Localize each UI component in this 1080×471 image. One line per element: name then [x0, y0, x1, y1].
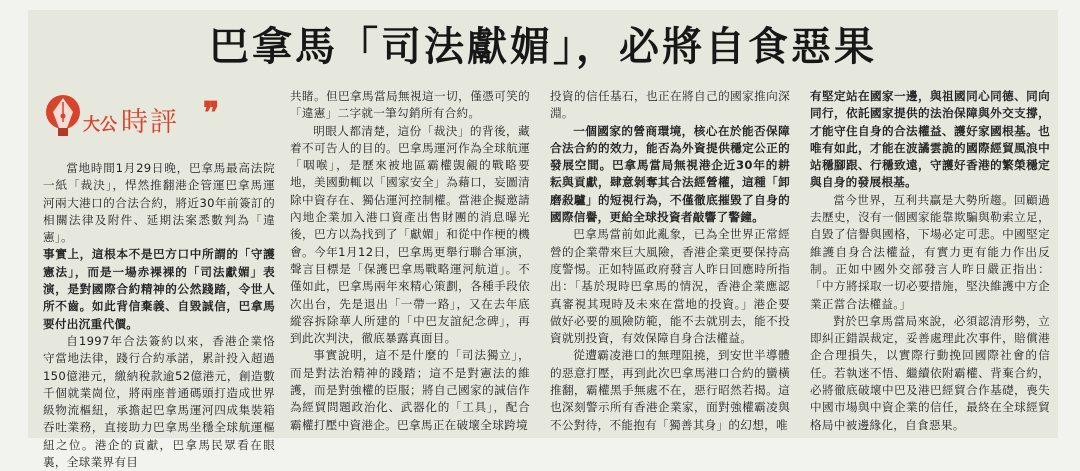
- headline: 巴拿馬「司法獻媚」，必將自食惡果: [209, 23, 877, 70]
- paragraph: 有堅定站在國家一邊，與祖國同心同德、同向同行，依託國家提供的法治保障與外交支撐，才能守住自身的合法權益、護好家國根基。也唯有如此，才能在波譎雲詭的國際經貿風浪中站穩腳跟、行穩致遠，守護好香港的繁榮穩定與自身的發展根基。: [810, 89, 1050, 190]
- article-column-3: [550, 88, 790, 434]
- fountain-pen-icon: [43, 94, 83, 142]
- paragraph: 從遭霸凌港口的無理阻撓，到安世半導體的惡意打壓，再到此次巴拿馬港口合約的蠻橫推翻，霸權黑手無處不在，惡行昭然若揭。這也深刻警示所有香港企業家，面對強權霸凌與不公對待，不能抱有「獨善其身」的幻想，唯: [550, 348, 790, 432]
- paragraph: 當地時間1月29日晚，巴拿馬最高法院一紙「裁決」，悍然推翻港企管運巴拿馬運河兩大港口的合法合約，將近30年前簽訂的相關法律及附件、延期法案悉數判為「違憲」。: [43, 161, 275, 245]
- paragraph: 自1997年合法簽約以來，香港企業恪守當地法律，踐行合約承諾，累計投入超過150億港元，繳納稅款逾52億港元，創造數千個就業崗位，將兩座普通碼頭打造成世界級物流樞紐，承擔起巴拿馬運河四成集裝箱吞吐業務，直接助力巴拿馬坐穩全球航運樞紐之位。港企的貢獻，巴拿馬民眾看在眼裏，全球業界有目: [43, 333, 275, 470]
- paragraph: 事實上，這根本不是巴方口中所謂的「守護憲法」，而是一場赤裸裸的「司法獻媚」表演，是對國際合約精神的公然踐踏，令世人所不齒。如此背信棄義、自毀誠信，巴拿馬要付出沉重代價。: [43, 247, 275, 331]
- column-logo: [43, 94, 263, 144]
- paragraph: 一個國家的營商環境，核心在於能否保障合法合約的效力，能否為外資提供穩定公正的發展空間。巴拿馬當局無視港企近30年的耕耘與貢獻，肆意剝奪其合法經營權，這種「卸磨殺驢」的短視行為，不僅徹底摧毀了自身的國際信譽，更給全球投資者敲響了警鐘。: [550, 123, 790, 225]
- article-column-2: [290, 88, 530, 434]
- paragraph: 當今世界，互利共贏是大勢所趨。回顧過去歷史，沒有一個國家能靠欺騙與勒索立足，自毀了信譽與國格，下場必定可悲。中國堅定維護自身合法權益，有實力更有能力作出反制。正如中國外交部發言人昨日嚴正指出：「中方將採取一切必要措施，堅決維護中方企業正當合法權益。」: [810, 192, 1050, 311]
- paragraph: 事實說明，這不是什麼的「司法獨立」，而是對法治精神的踐踏；這不是對憲法的維護，而是對強權的臣服；將自己國家的誠信作為經貿問題政治化、武器化的「工具」，配合霸權打壓中資港企。巴拿馬正在破壞全球跨境: [290, 348, 530, 432]
- article-column-1: [43, 160, 275, 471]
- paragraph: 共睹。但巴拿馬當局無視這一切，僅憑可笑的「違憲」二字就一筆勾銷所有合約。: [290, 89, 530, 121]
- column-title: 時評: [121, 107, 179, 138]
- paragraph: 巴拿馬當前如此亂象，已為全世界正常經營的企業帶來巨大風險，香港企業更要保持高度警惕。正如特區政府發言人昨日回應時所指出：「基於現時巴拿馬的情況，香港企業應認真審視其現時及未來在當地的投資。」港企要做好必要的風險防範，能不去就別去，能不投資就別投資，有效保障自身合法權益。: [550, 227, 790, 346]
- paragraph: 投資的信任基石，也正在將自己的國家推向深淵。: [550, 89, 790, 121]
- paragraph: 明眼人都清楚，這份「裁決」的背後，藏着不可告人的目的。巴拿馬運河作為全球航運「咽喉」，是歷來被地區霸權覬覦的戰略要地，美國動輒以「國家安全」為藉口，妄圖清除中資存在、獨佔運河控制權。當港企擬邀請內地企業加入港口資產出售財團的消息曝光後，巴方以為找到了「獻媚」和從中作梗的機會。今年1月12日，巴拿馬更舉行聯合軍演，聲言目標是「保護巴拿馬戰略運河航道」。不僅如此，巴拿馬兩年來精心策劃，各種手段依次出台，先是退出「一帶一路」，又在去年底縱容拆除華人所建的「中巴友誼紀念碑」，再到此次判決，徹底暴露真面目。: [290, 123, 530, 346]
- quote-mark-icon: ❞: [203, 96, 220, 131]
- article-column-4: [810, 88, 1050, 434]
- brand-label: 大公: [83, 115, 117, 135]
- paragraph: 對於巴拿馬當局來說，必須認清形勢，立即糾正錯誤裁定，妥善處理此次事件，賠償港企合理損失，以實際行動挽回國際社會的信任。若執迷不悟、繼續依附霸權、背棄合約，必將徹底破壞中巴及港巴經貿合作基礎，喪失中國市場與中資企業的信任，最終在全球經貿格局中被邊緣化，自食惡果。: [810, 313, 1050, 432]
